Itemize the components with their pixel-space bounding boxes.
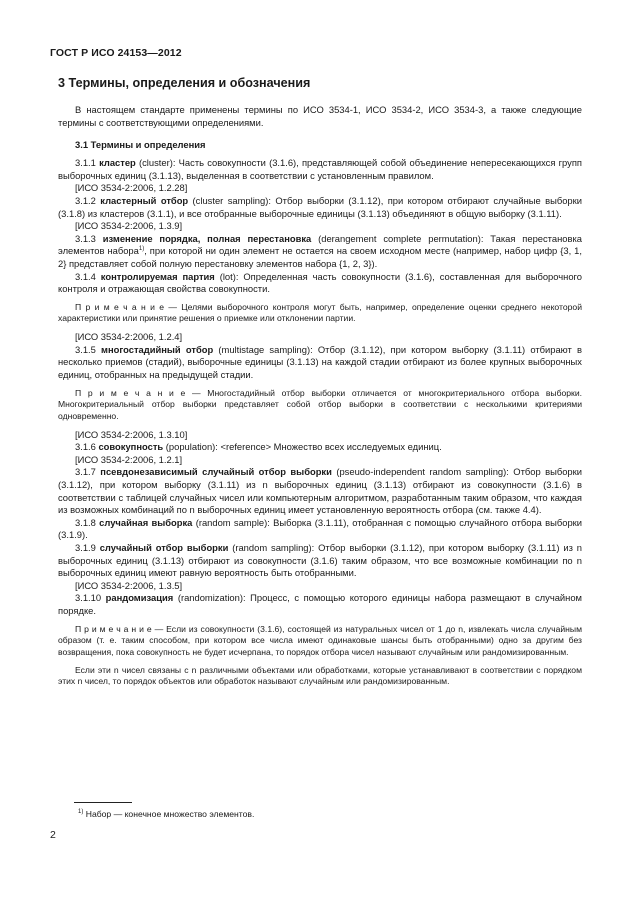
ref-3-1-4: [ИСО 3534-2:2006, 1.2.4]: [75, 331, 183, 343]
standard-header: ГОСТ Р ИСО 24153—2012: [50, 47, 182, 59]
footnote-ref: 1): [138, 246, 145, 253]
footnote: $^{1)}$ Набор — конечное множество элементов.: [78, 809, 255, 819]
note-3-1-4: П р и м е ч а н и е — Целями выборочного контроля могут быть, например, определение оценки среднего некоторой характеристики или принятие решения о приемке или отклонении партии.: [58, 301, 582, 324]
term-3-1-7: 3.1.7 псевдонезависимый случайный отбор выборки (pseudo-independent random sampling): Отбор выборки (3.1.12), при котором выборку (3.1.11) из n выборочных единиц (3.1.13) отбирают из совокупности (3.1.6) в соответствии с таблицей случайных чисел или компьютерным алгоритмом, разработанным таким образом, что каждая из возможных комбинаций по n выборочных единиц имеет установленную вероятность отбора (см. также 4.4).: [58, 466, 582, 516]
ref-3-1-6: [ИСО 3534-2:2006, 1.2.1]: [75, 453, 183, 465]
term-3-1-8: 3.1.8 случайная выборка (random sample): Выборка (3.1.11), отобранная с помощью случайного отбора выборки (3.1.9).: [58, 516, 582, 541]
term-3-1-3: 3.1.3 изменение порядка, полная перестановка (derangement complete permutation): Такая перестановка элементов набора$^{1)}$, при которой ни один элемент не остается на своем исходном месте (например, набор цифр {3, 1, 2} представляет собой полную перестановку элементов набора {1, 2, 3}).: [58, 232, 582, 269]
section-title: 3 Термины, определения и обозначения: [58, 76, 311, 90]
intro-paragraph: В настоящем стандарте применены термины по ИСО 3534-1, ИСО 3534-2, ИСО 3534-3, а также следующие термины с соответствующими определениями.: [58, 104, 582, 128]
term-3-1-2: 3.1.2 кластерный отбор (cluster sampling): Отбор выборки (3.1.12), при котором отбирают случайные выборки (3.1.8) из кластеров (3.1.1), и все отобранные выборочные единицы (3.1.13) объединяют в общую выборку (3.1.11).: [58, 194, 582, 219]
ref-3-1-1: [ИСО 3534-2:2006, 1.2.28]: [75, 182, 188, 194]
term-3-1-9: 3.1.9 случайный отбор выборки (random sampling): Отбор выборки (3.1.12), при котором выборку (3.1.11) из n выборочных единиц (3.1.13) отбирают из совокупности (3.1.6) таким образом, что все возможные комбинации по n выборочных единиц имеют равную вероятность быть отобранными.: [58, 541, 582, 579]
page-number: 2: [50, 829, 56, 841]
note-3-1-10: П р и м е ч а н и е — Если из совокупности (3.1.6), состоящей из натуральных чисел от 1 до n, извлекать числа случайным образом (т. е. таким способом, при котором все числа имеют одинаковые шансы быть отобранными) одно за другим без возвращения, пока совокупность не будет исчерпана, то порядок отбора чисел называют случайным или рандомизированным.: [58, 623, 582, 657]
term-3-1-5: 3.1.5 многостадийный отбор (multistage sampling): Отбор (3.1.12), при котором выборку (3.1.11) отбирают в несколько приемов (стадий), выборочные единицы (3.1.13) на каждой стадии отбирают из более крупных выборочных единиц, отобранных на предыдущей стадии.: [58, 343, 582, 380]
footnote-separator: [74, 802, 132, 803]
note-3-1-10-continued: Если эти n чисел связаны с n различными объектами или обработками, которые устанавливают в соответствии с порядком этих n чисел, то порядок объектов или обработок называют случайным или рандомизированным.: [58, 664, 582, 687]
ref-3-1-5: [ИСО 3534-2:2006, 1.3.10]: [75, 428, 188, 440]
ref-3-1-9: [ИСО 3534-2:2006, 1.3.5]: [75, 579, 183, 591]
term-3-1-4: 3.1.4 контролируемая партия (lot): Определенная часть совокупности (3.1.6), составленная для выборочного контроля и отражающая свойства совокупности.: [58, 270, 582, 295]
page-content: [58, 76, 582, 694]
subsection-title: 3.1 Термины и определения: [75, 139, 206, 151]
note-3-1-5: П р и м е ч а н и е — Многостадийный отбор выборки отличается от многокритериального отбора выборки. Многокритериальный отбор выборки представляет собой отбор выборки в соответствии с несколькими критериями одновременно.: [58, 387, 583, 421]
term-3-1-10: 3.1.10 рандомизация (randomization): Процесс, с помощью которого единицы набора размещают в случайном порядке.: [58, 592, 583, 616]
term-3-1-6: 3.1.6 совокупность (population): <reference> Множество всех исследуемых единиц.: [75, 441, 442, 453]
term-3-1-1: 3.1.1 кластер (cluster): Часть совокупности (3.1.6), представляющей собой объединение непересекающихся групп выборочных единиц (3.1.13), выделенная в соответствии с установленным правилом.: [58, 157, 582, 181]
ref-3-1-2: [ИСО 3534-2:2006, 1.3.9]: [75, 220, 183, 232]
